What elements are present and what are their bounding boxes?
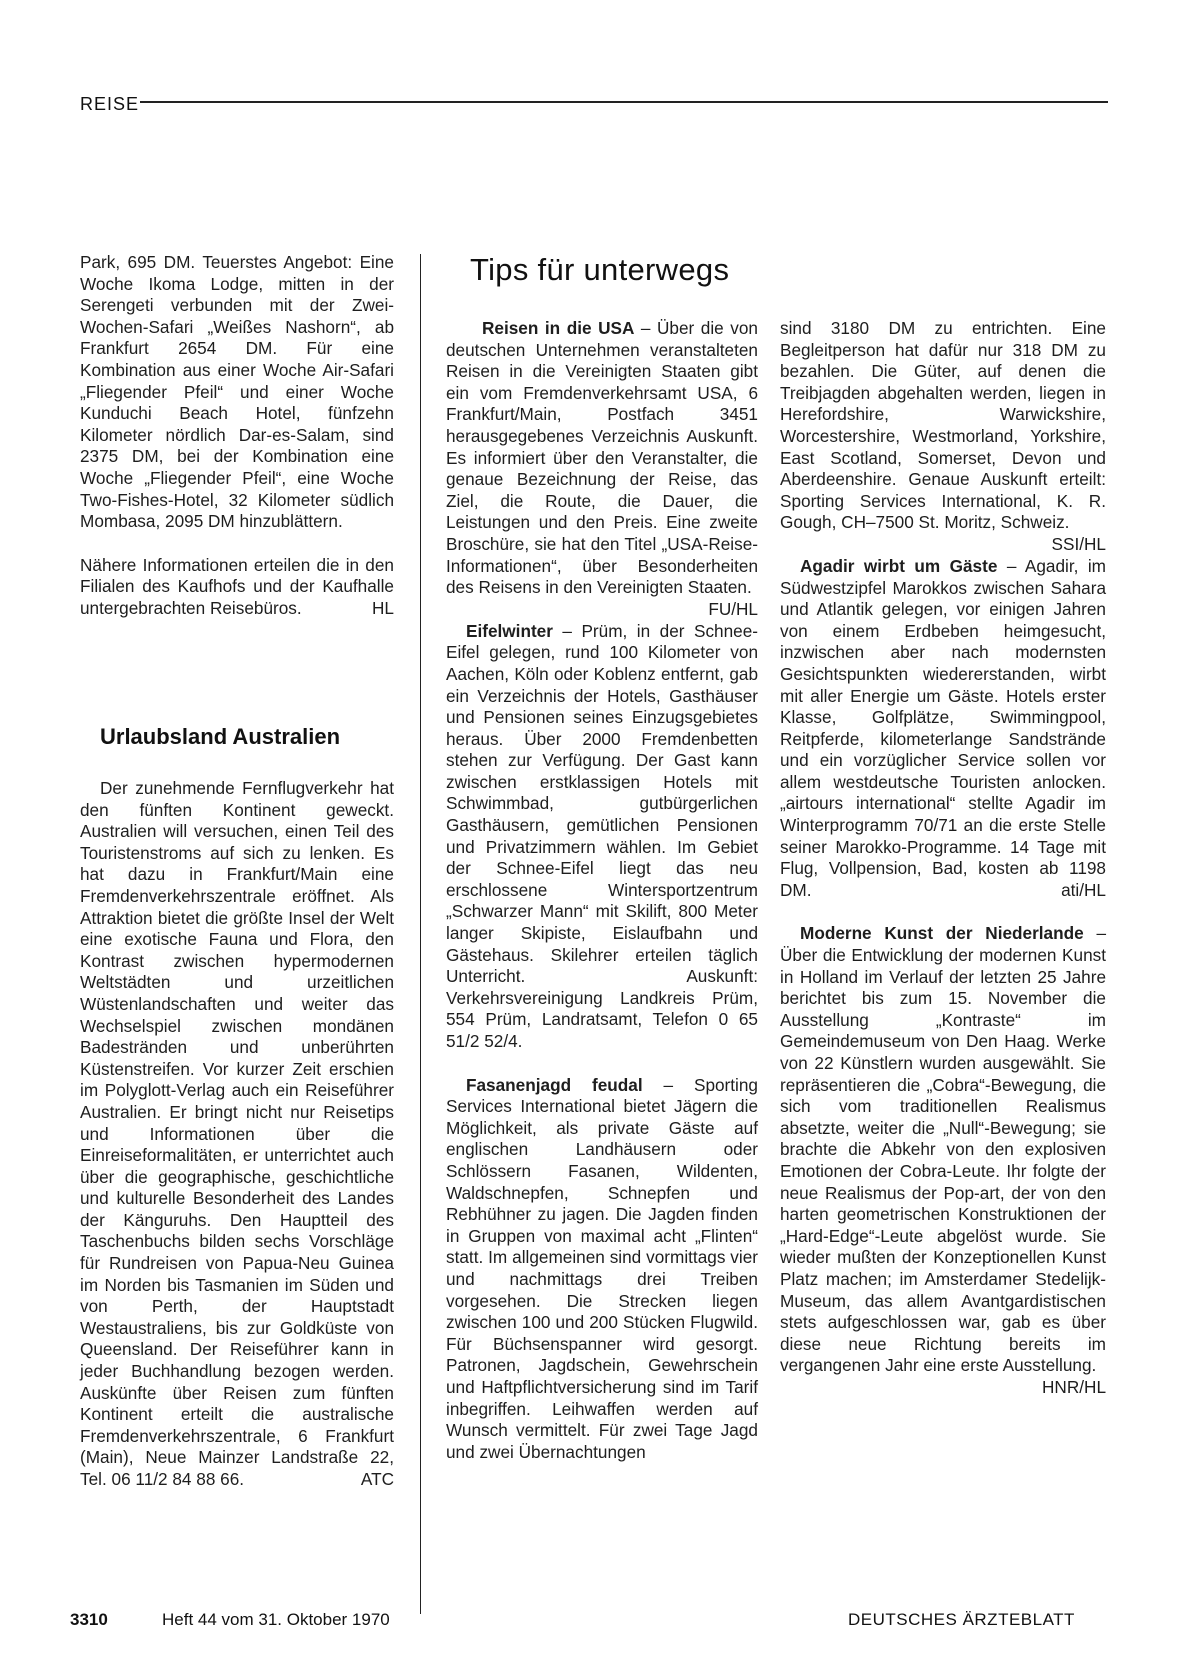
page-number: 3310 bbox=[70, 1610, 108, 1629]
fasan-item bbox=[446, 1075, 758, 1464]
fasan-keyword: Fasanenjagd feudal bbox=[466, 1074, 643, 1095]
middle-column bbox=[446, 318, 758, 1463]
kunst-signature: HNR/HL bbox=[1042, 1376, 1106, 1397]
kunst-keyword: Moderne Kunst der Niederlande bbox=[800, 923, 1084, 944]
fasan-cont-text: sind 3180 DM zu entrichten. Eine Begleitperson hat dafür nur 318 DM zu bezahlen. Die Güter, auf denen die Treibjagden abgehalten werden, liegen in Herefordshire, Warwickshire, Worcestershire, Westmorland, Yorkshire, East Scotland, Somerset, Devon und Aberdeenshire. Genaue Auskunft erteilt: Sporting Services International, K. R. Gough, CH–7500 St. Moritz, Schweiz. bbox=[780, 318, 1106, 533]
info-paragraph bbox=[80, 555, 394, 620]
info-signature: HL bbox=[372, 597, 394, 618]
usa-signature: FU/HL bbox=[708, 598, 758, 619]
usa-text: – Über die von deutschen Unternehmen veranstalteten Reisen in die Vereinigten Staaten gibt ein vom Fremdenverkehrsamt USA, 6 Frankfurt/Main, Postfach 3451 herausgegebenes Verzeichnis Auskunft. Es informiert über den Veranstalter, die genaue Bezeichnung der Reise, das Ziel, die Route, die Dauer, die Leistungen und den Preis. Eine zweite Broschüre, sie hat den Titel „USA-Reise-Informationen“, über Besonderheiten des Reisens in den Vereinigten Staaten. bbox=[446, 318, 758, 598]
kunst-item bbox=[780, 923, 1106, 1397]
info-text: Nähere Informationen erteilen die in den Filialen des Kaufhofs und der Kaufhalle untergebrachten Reisebüros. bbox=[80, 554, 394, 618]
australia-signature: ATC bbox=[360, 1469, 394, 1489]
fasan-continuation bbox=[780, 318, 1106, 554]
fasan-text: – Sporting Services International bietet Jägern die Möglichkeit, als private Gäste auf englischen Landhäusern oder Schlössern Fasanen, Wildenten, Waldschnepfen, Schnepfen und Rebhühner zu jagen. Die Jagden finden in Gruppen von maximal acht „Flinten“ statt. Im allgemeinen sind vormittags vier und nachmittags drei Treiben vorgesehen. Die Strecken liegen zwischen 100 und 200 Stücken Flugwild. Für Büchsenspanner wird gesorgt. Patronen, Jagdschein, Gewehrschein und Haftpflichtversicherung sind im Tarif inbegriffen. Leihwaffen werden auf Wunsch vermittelt. Für zwei Tage Jagd und zwei Übernachtungen bbox=[446, 1074, 758, 1462]
agadir-text: – Agadir, im Südwestzipfel Marokkos zwischen Sahara und Atlantik gelegen, vor einigen Jahren von einem Erdbeben heimgesucht, inzwischen aber nach modernsten Gesichtspunkten wiedererstanden, wirbt mit aller Energie um Gäste. Hotels erster Klasse, Golfplätze, Swimmingpool, Reitpferde, kilometerlange Sandstrände und ein vorzüglicher Service sollen vor allem westdeutsche Touristen anlocken. „airtours international“ stellte Agadir im Winterprogramm 70/71 an die erste Stelle seiner Marokko-Programme. 14 Tage mit Flug, Vollpension, Bad, kosten ab 1198 DM. bbox=[780, 555, 1106, 900]
kunst-text: – Über die Entwicklung der modernen Kunst in Holland im Verlauf der letzten 25 Jahre berichtet bis zum 15. November die Ausstellung „Kontraste“ im Gemeindemuseum von Den Haag. Werke von 22 Künstlern wurden ausgewählt. Sie repräsentieren die „Cobra“-Bewegung, die sich vom traditionellen Realismus absetzte, weiter die „Null“-Bewegung; sie brachte die Abkehr von den explosiven Emotionen der Cobra-Leute. Ihr folgte der neue Realismus der Pop-art, der von den harten geometrischen Konstruktionen der „Hard-Edge“-Leute abgelöst wurde. Sie wieder mußten der Konzeptionellen Kunst Platz machen; im Amsterdamer Stedelijk-Museum, das allem Avantgardistischen stets aufgeschlossen war, gab es über diese neue Richtung bereits im vergangenen Jahr eine erste Ausstellung. bbox=[780, 923, 1106, 1376]
issue-info: Heft 44 vom 31. Oktober 1970 bbox=[162, 1610, 390, 1629]
fasan-signature: SSI/HL bbox=[1051, 533, 1106, 554]
eifel-item bbox=[446, 621, 758, 1053]
tips-heading: Tips für unterwegs bbox=[470, 252, 730, 287]
agadir-item bbox=[780, 556, 1106, 902]
eifel-text: – Prüm, in der Schnee-Eifel gelegen, rund 100 Kilometer von Aachen, Köln oder Koblenz entfernt, gab ein Verzeichnis der Hotels, Gasthäuser und Pensionen seines Einzugsgebietes heraus. Über 2000 Fremdenbetten stehen zur Verfügung. Der Gast kann zwischen erstklassigen Hotels mit Schwimmbad, gutbürgerlichen Gasthäusern, gemütlichen Pensionen und Privatzimmern wählen. Im Gebiet der Schnee-Eifel liegt das neu erschlossene Wintersportzentrum „Schwarzer Mann“ mit Skilift, 800 Meter langer Skipiste, Eislaufbahn und Gästehaus. Skilehrer erteilen täglich Unterricht. Auskunft: Verkehrsvereinigung Landkreis Prüm, 554 Prüm, Landratsamt, Telefon 0 65 51/2 52/4. bbox=[446, 620, 758, 1051]
journal-name: DEUTSCHES ÄRZTEBLATT bbox=[848, 1610, 1075, 1629]
agadir-keyword: Agadir wirbt um Gäste bbox=[800, 555, 998, 576]
left-column bbox=[80, 252, 394, 620]
australia-heading: Urlaubsland Australien bbox=[100, 724, 341, 749]
usa-item bbox=[446, 318, 758, 619]
australia-paragraph bbox=[80, 778, 394, 1491]
right-column bbox=[780, 318, 1106, 1399]
header-rule bbox=[140, 101, 1108, 103]
agadir-signature: ati/HL bbox=[1061, 879, 1106, 900]
section-label: REISE bbox=[80, 94, 140, 114]
column-divider bbox=[420, 254, 421, 1614]
safari-paragraph: Park, 695 DM. Teuerstes Angebot: Eine Woche Ikoma Lodge, mitten in der Serengeti verbunden mit der Zwei-Wochen-Safari „Weißes Nashorn“, ab Frankfurt 2654 DM. Für eine Kombination aus einer Woche Air-Safari „Fliegender Pfeil“ und einer Woche Kunduchi Beach Hotel, fünfzehn Kilometer nördlich Dar-es-Salam, sind 2375 DM, bei der Kombination eine Woche „Fliegender Pfeil“, eine Woche Two-Fishes-Hotel, 32 Kilometer südlich Mombasa, 2095 DM hinzublättern. bbox=[80, 252, 394, 532]
australia-article bbox=[80, 778, 394, 1491]
usa-keyword: Reisen in die USA bbox=[482, 318, 635, 338]
eifel-keyword: Eifelwinter bbox=[466, 620, 553, 641]
australia-text: Der zunehmende Fernflugverkehr hat den fünften Kontinent geweckt. Australien will versuchen, einen Teil des Touristenstroms auf sich zu lenken. Es hat dazu in Frankfurt/Main eine Fremdenverkehrszentrale eröffnet. Als Attraktion bietet die größte Insel der Welt eine exotische Fauna und Flora, den Kontrast zwischen hypermodernen Weltstädten und urzeitlichen Wüstenlandschaften und weiter das Wechselspiel zwischen mondänen Badestränden und unberührten Küstenstreifen. Vor kurzer Zeit erschien im Polyglott-Verlag auch ein Reiseführer Australien. Er bringt nicht nur Reisetips und Informationen über die Einreiseformalitäten, er unterrichtet auch über die geographische, geschichtliche und kulturelle Besonderheit des Landes der Känguruhs. Den Hauptteil des Taschenbuchs bilden sechs Vorschläge für Rundreisen von Papua-Neu Guinea im Norden bis Tasmanien im Süden und von Perth, der Hauptstadt Westaustraliens, bis zur Goldküste von Queensland. Der Reiseführer kann in jeder Buchhandlung bezogen werden. Auskünfte über Reisen zum fünften Kontinent erteilt die australische Fremdenverkehrszentrale, 6 Frankfurt (Main), Neue Mainzer Landstraße 22, Tel. 06 11/2 84 88 66. bbox=[80, 778, 394, 1489]
